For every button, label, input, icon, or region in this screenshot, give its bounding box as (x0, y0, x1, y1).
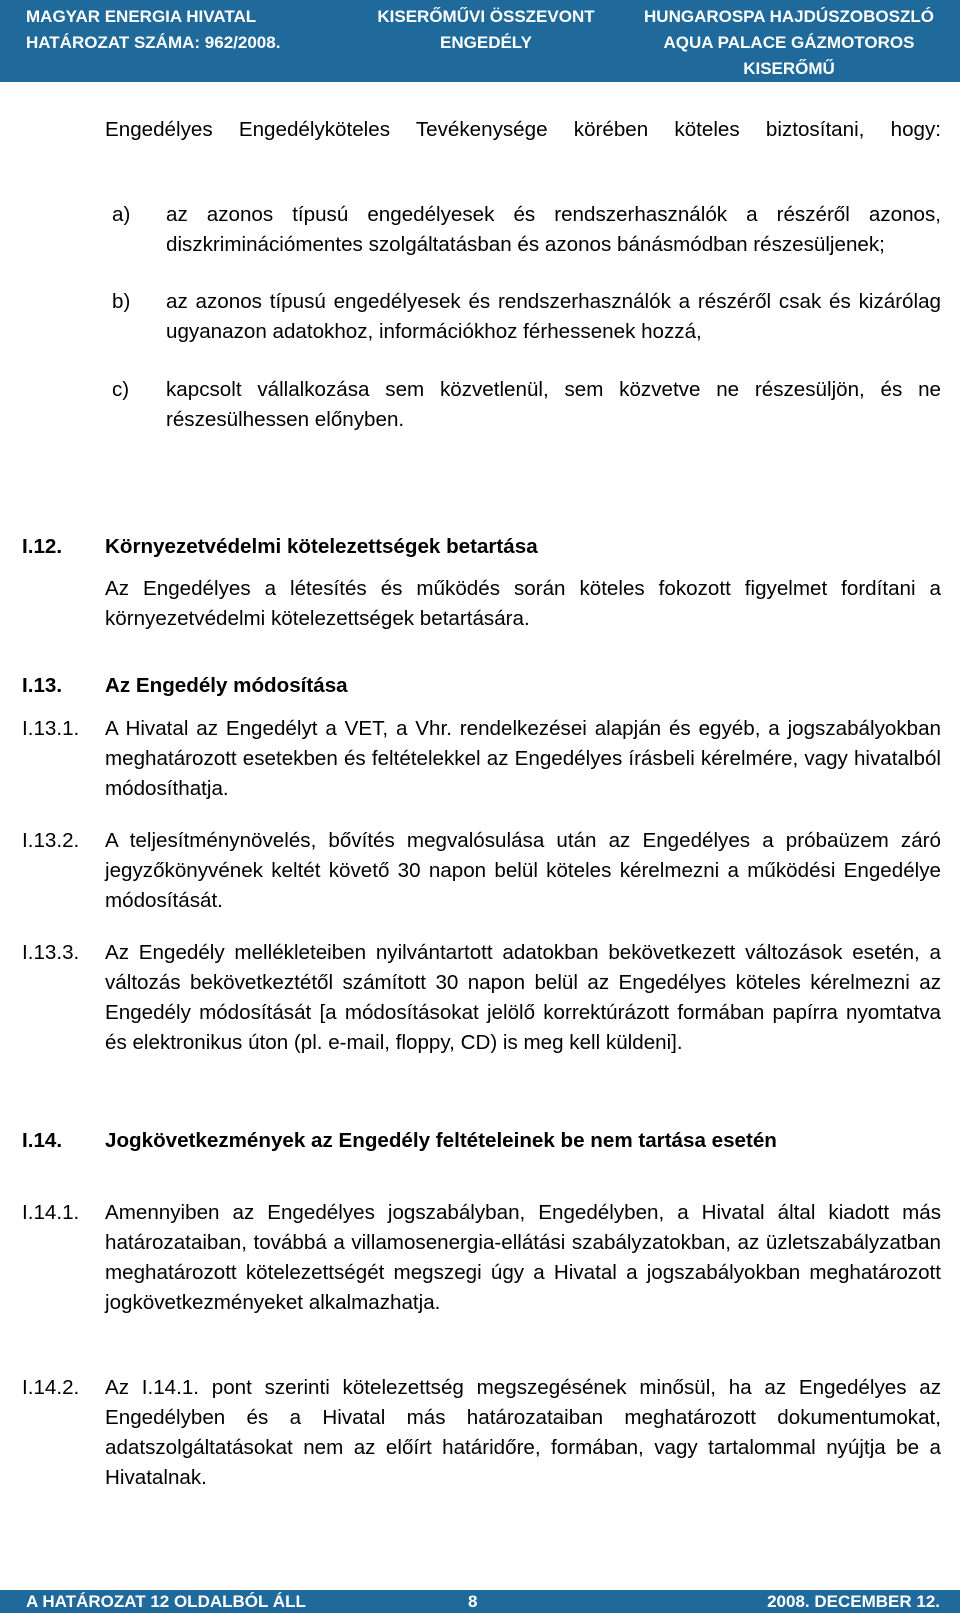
page-footer (0, 1590, 960, 1613)
header-facility-line3: KISERŐMŰ (743, 59, 835, 78)
section-title: Környezetvédelmi kötelezettségek betartása (105, 535, 538, 558)
subsection-number: I.14.2. (22, 1376, 80, 1399)
header-facility-line2: AQUA PALACE GÁZMOTOROS (663, 33, 915, 52)
list-item-c (112, 375, 941, 435)
subsection-body: A teljesítménynövelés, bővítés megvalósulása után az Engedélyes a próbaüzem záró jegyzőkönyvének keltét követő 30 napon belül köteles kérelmezni a működési Engedélye módosítását. (105, 829, 941, 912)
subsection-body: A Hivatal az Engedélyt a VET, a Vhr. rendelkezései alapján és egyéb, a jogszabályokban meghatározott esetekben és feltételekkel az Engedélyes írásbeli kérelmére, vagy hivatalból módosíthatja. (105, 717, 941, 800)
subsection-number: I.13.1. (22, 717, 80, 740)
section-title: Jogkövetkezmények az Engedély feltételeinek be nem tartása esetén (105, 1129, 777, 1152)
section-number: I.12. (22, 535, 63, 558)
section-body: Az Engedélyes a létesítés és működés során köteles fokozott figyelmet fordítani a környezetvédelmi kötelezettségek betartására. (105, 577, 941, 630)
subsection-body: Amennyiben az Engedélyes jogszabályban, Engedélyben, a Hivatal által kiadott más határozataiban, továbbá a villamosenergia-ellátási szabályzatokban, az üzletszabályzatban meghatározott kötelezettségét megszegi úgy a Hivatal a jogszabályokban meghatározott jogkövetkezményeket alkalmazhatja. (105, 1201, 941, 1314)
footer-page-number: 8 (468, 1592, 478, 1611)
header-facility-line1: HUNGAROSPA HAJDÚSZOBOSZLÓ (644, 7, 934, 26)
section-number: I.13. (22, 674, 63, 697)
page-header (0, 0, 960, 82)
list-item-label: c) (112, 378, 130, 401)
header-authority (26, 4, 280, 56)
section-title: Az Engedély módosítása (105, 674, 348, 697)
list-item-a (112, 200, 941, 260)
header-license-line1: KISERŐMŰVI ÖSSZEVONT (377, 7, 595, 26)
list-item-label: a) (112, 203, 131, 226)
header-resolution-number: HATÁROZAT SZÁMA: 962/2008. (26, 33, 281, 52)
header-facility (640, 4, 938, 82)
header-license-line2: ENGEDÉLY (440, 33, 532, 52)
subsection-number: I.13.3. (22, 941, 80, 964)
subsection-body: Az I.14.1. pont szerinti kötelezettség megszegésének minősül, ha az Engedélyes az Engedélyben és a Hivatal más határozataiban meghatározott dokumentumokat, adatszolgáltatásokat nem az előírt határidőre, formában, vagy tartalommal nyújtja be a Hivatalnak. (105, 1376, 941, 1489)
subsection-body: Az Engedély mellékleteiben nyilvántartott adatokban bekövetkezett változások esetén, a változás bekövetkeztétől számított 30 napon belül az Engedélyes köteles kérelmezni az Engedély módosítását [a módosításokat jelölő korrektúrázott formában papírra nyomtatva és elektronikus úton (pl. e-mail, floppy, CD) is meg kell küldeni]. (105, 941, 941, 1054)
footer-date: 2008. DECEMBER 12. (767, 1592, 940, 1611)
list-item-label: b) (112, 290, 131, 313)
header-authority-name: MAGYAR ENERGIA HIVATAL (26, 7, 257, 26)
footer-page-count: A HATÁROZAT 12 OLDALBÓL ÁLL (26, 1592, 306, 1611)
intro-paragraph: Engedélyes Engedélyköteles Tevékenysége körében köteles biztosítani, hogy: (105, 118, 941, 141)
list-item-text: az azonos típusú engedélyesek és rendszerhasználók a részéről azonos, diszkriminációmentes szolgáltatásban és azonos bánásmódban részesüljenek; (166, 203, 941, 256)
header-license-type (368, 4, 604, 56)
list-item-b (112, 287, 941, 347)
section-number: I.14. (22, 1129, 63, 1152)
list-item-text: kapcsolt vállalkozása sem közvetlenül, sem közvetve ne részesüljön, és ne részesülhessen előnyben. (166, 378, 941, 431)
subsection-number: I.13.2. (22, 829, 80, 852)
subsection-number: I.14.1. (22, 1201, 80, 1224)
list-item-text: az azonos típusú engedélyesek és rendszerhasználók a részéről csak és kizárólag ugyanazon adatokhoz, információkhoz férhessenek hozzá, (166, 290, 941, 343)
